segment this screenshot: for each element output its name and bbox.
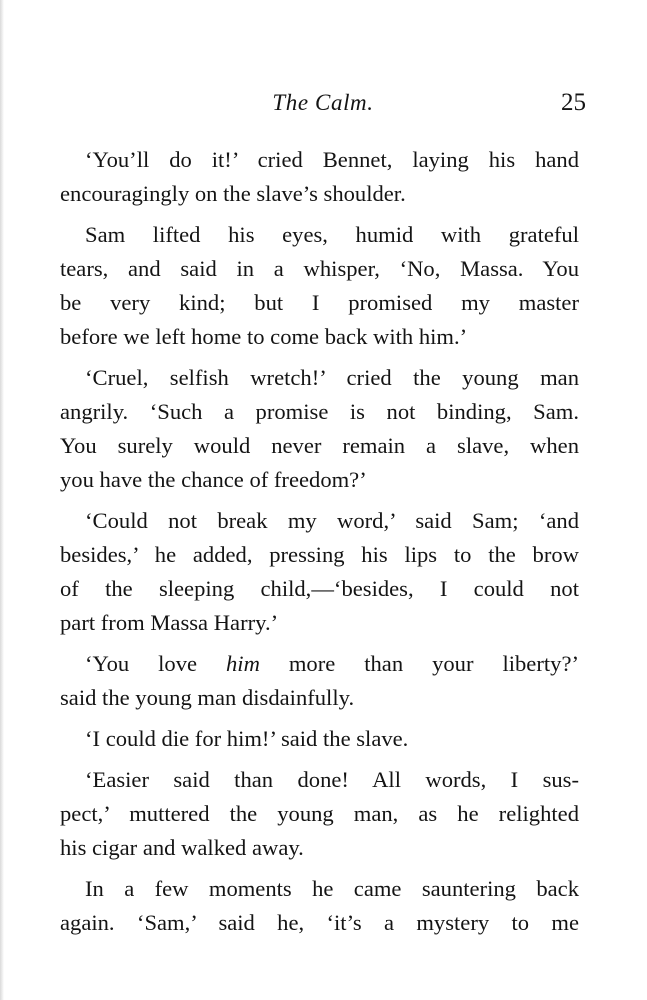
page-edge-shadow bbox=[0, 0, 4, 1000]
text-run: tears, and said in a whisper, ‘No, Massa. You bbox=[60, 256, 579, 281]
text-run: ‘Could not break my word,’ said Sam; ‘and bbox=[85, 508, 579, 533]
body-text bbox=[60, 143, 579, 940]
text-line bbox=[60, 606, 579, 640]
text-line bbox=[60, 872, 579, 906]
text-line bbox=[60, 320, 579, 354]
text-run: Sam lifted his eyes, humid with grateful bbox=[85, 222, 579, 247]
text-run: ‘I could die for him!’ said the slave. bbox=[85, 726, 409, 751]
text-line bbox=[60, 538, 579, 572]
text-run: ‘You’ll do it!’ cried Bennet, laying his hand bbox=[85, 147, 579, 172]
text-line bbox=[60, 177, 579, 211]
page-number: 25 bbox=[561, 89, 586, 116]
text-line bbox=[60, 395, 579, 429]
text-line bbox=[60, 463, 579, 497]
text-line bbox=[60, 763, 579, 797]
text-line bbox=[60, 681, 579, 715]
text-run: ‘Cruel, selfish wretch!’ cried the young man bbox=[85, 365, 579, 390]
text-line bbox=[60, 429, 579, 463]
text-line bbox=[60, 647, 579, 681]
text-run: his cigar and walked away. bbox=[60, 835, 304, 860]
text-run: you have the chance of freedom?’ bbox=[60, 467, 367, 492]
text-line bbox=[60, 143, 579, 177]
text-line bbox=[60, 722, 579, 756]
text-run: pect,’ muttered the young man, as he relighted bbox=[60, 801, 579, 826]
running-title: The Calm. bbox=[272, 90, 374, 115]
text-line bbox=[60, 797, 579, 831]
text-line bbox=[60, 286, 579, 320]
text-run: angrily. ‘Such a promise is not binding, Sam. bbox=[60, 399, 579, 424]
text-run: be very kind; but I promised my master bbox=[60, 290, 579, 315]
text-line bbox=[60, 218, 579, 252]
text-run: before we left home to come back with him.’ bbox=[60, 324, 468, 349]
text-run: encouragingly on the slave’s shoulder. bbox=[60, 181, 406, 206]
text-run: of the sleeping child,—‘besides, I could not bbox=[60, 576, 579, 601]
text-run: In a few moments he came sauntering back bbox=[85, 876, 579, 901]
italic-word: him bbox=[226, 651, 260, 676]
text-run: besides,’ he added, pressing his lips to the brow bbox=[60, 542, 579, 567]
text-run: again. ‘Sam,’ said he, ‘it’s a mystery to me bbox=[60, 910, 579, 935]
text-line bbox=[60, 906, 579, 940]
text-run: You surely would never remain a slave, when bbox=[60, 433, 579, 458]
text-line bbox=[60, 504, 579, 538]
text-line bbox=[60, 831, 579, 865]
text-run: part from Massa Harry.’ bbox=[60, 610, 279, 635]
text-run: ‘Easier said than done! All words, I sus- bbox=[85, 767, 579, 792]
text-line bbox=[60, 361, 579, 395]
text-run: more than your liberty?’ bbox=[259, 651, 579, 676]
text-line bbox=[60, 252, 579, 286]
page-header bbox=[60, 86, 586, 120]
text-run: ‘You love bbox=[85, 651, 226, 676]
text-line bbox=[60, 572, 579, 606]
text-run: said the young man disdainfully. bbox=[60, 685, 355, 710]
